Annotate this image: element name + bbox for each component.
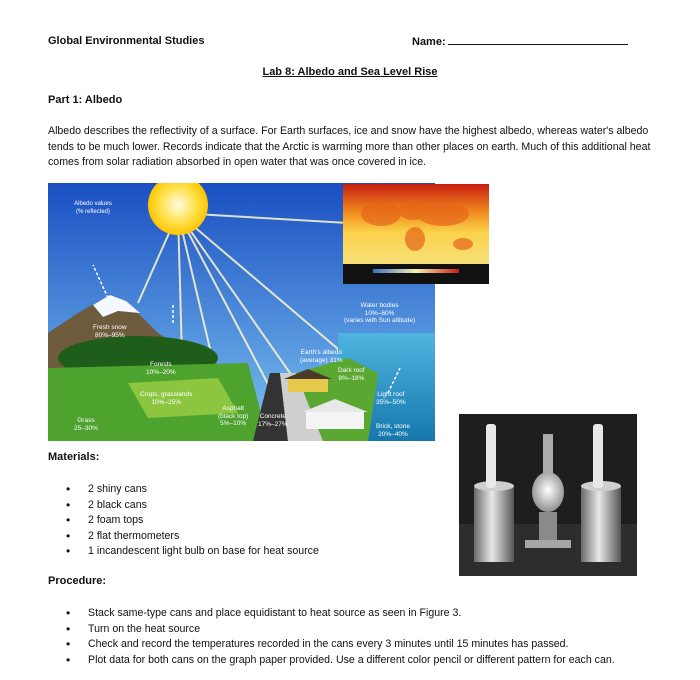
name-label: Name:	[412, 36, 446, 48]
list-item: • 2 flat thermometers	[66, 529, 366, 545]
water-bodies-label: Water bodies 10%–60% (varies with Sun altitude)	[344, 302, 416, 324]
procedure-list	[66, 606, 656, 668]
temperature-anomaly-map	[343, 184, 489, 284]
forests-label: Forests 10%–20%	[146, 361, 176, 376]
dark-roof-house	[288, 378, 328, 392]
right-can	[581, 486, 621, 562]
brick-label: Brick, stone 20%–40%	[376, 423, 410, 438]
concrete-label: Concrete 17%–27%	[258, 413, 288, 428]
fresh-snow-label: Fresh snow 80%–95%	[93, 324, 127, 339]
bulb-base	[525, 540, 571, 548]
dark-roof-label: Dark roof 8%–18%	[338, 367, 365, 382]
map-heat-surface	[343, 184, 489, 264]
bulb-socket	[543, 434, 553, 474]
map-color-scale	[373, 269, 459, 273]
albedo-paragraph: Albedo describes the reflectivity of a surface. For Earth surfaces, ice and snow have the highest albedo, whereas water's albedo tends to be much lower. Records indicate that the Arctic is warming more than other places on earth. Much of this additional heat comes from solar radiation absorbed in open water that was once covered in ice.	[48, 125, 651, 168]
procedure-heading: Procedure:	[48, 575, 107, 587]
course-title: Global Environmental Studies	[48, 35, 205, 47]
list-item: • Turn on the heat source	[66, 622, 656, 638]
list-item: • Plot data for both cans on the graph paper provided. Use a different color pencil or different pattern for each can.	[66, 653, 656, 669]
list-item: • 1 incandescent light bulb on base for heat source	[66, 544, 366, 560]
light-roof-house	[306, 411, 364, 429]
light-roof-label: Light roof 35%–50%	[376, 391, 406, 406]
asphalt-label: Asphalt (black top) 5%–10%	[218, 405, 249, 427]
figure3-photo	[459, 414, 637, 576]
figure3-photo-svg	[459, 414, 637, 576]
part1-heading: Part 1: Albedo	[48, 94, 123, 106]
left-can	[474, 486, 514, 562]
earth-average-label: Earth's albedo (average) 31%	[300, 349, 343, 364]
bulb-stand	[539, 512, 557, 542]
list-item: • Check and record the temperatures recorded in the cans every 3 minutes until 15 minutes has passed.	[66, 637, 656, 653]
albedo-legend-line1: Albedo values	[74, 201, 112, 207]
left-thermometer	[486, 424, 496, 488]
lab-title-text: Lab 8: Albedo and Sea Level Rise	[262, 66, 438, 78]
list-item: • 2 shiny cans	[66, 482, 366, 498]
crops-label: Crops, grasslands 10%–25%	[140, 391, 193, 406]
name-field	[412, 35, 628, 48]
list-item: • Stack same-type cans and place equidistant to heat source as seen in Figure 3.	[66, 606, 656, 622]
materials-list	[66, 482, 366, 560]
list-item: • 2 black cans	[66, 498, 366, 514]
name-blank-line[interactable]	[448, 35, 628, 45]
grass-label: Grass 25–30%	[74, 417, 98, 432]
list-item: • 2 foam tops	[66, 513, 366, 529]
albedo-legend-line2: (% reflected)	[75, 209, 111, 215]
temperature-map-svg	[343, 184, 489, 284]
materials-heading: Materials:	[48, 451, 100, 463]
lab-title	[0, 66, 700, 78]
figure3-caption: Figure 3	[609, 566, 632, 572]
right-thermometer	[593, 424, 603, 488]
light-bulb	[532, 472, 564, 512]
